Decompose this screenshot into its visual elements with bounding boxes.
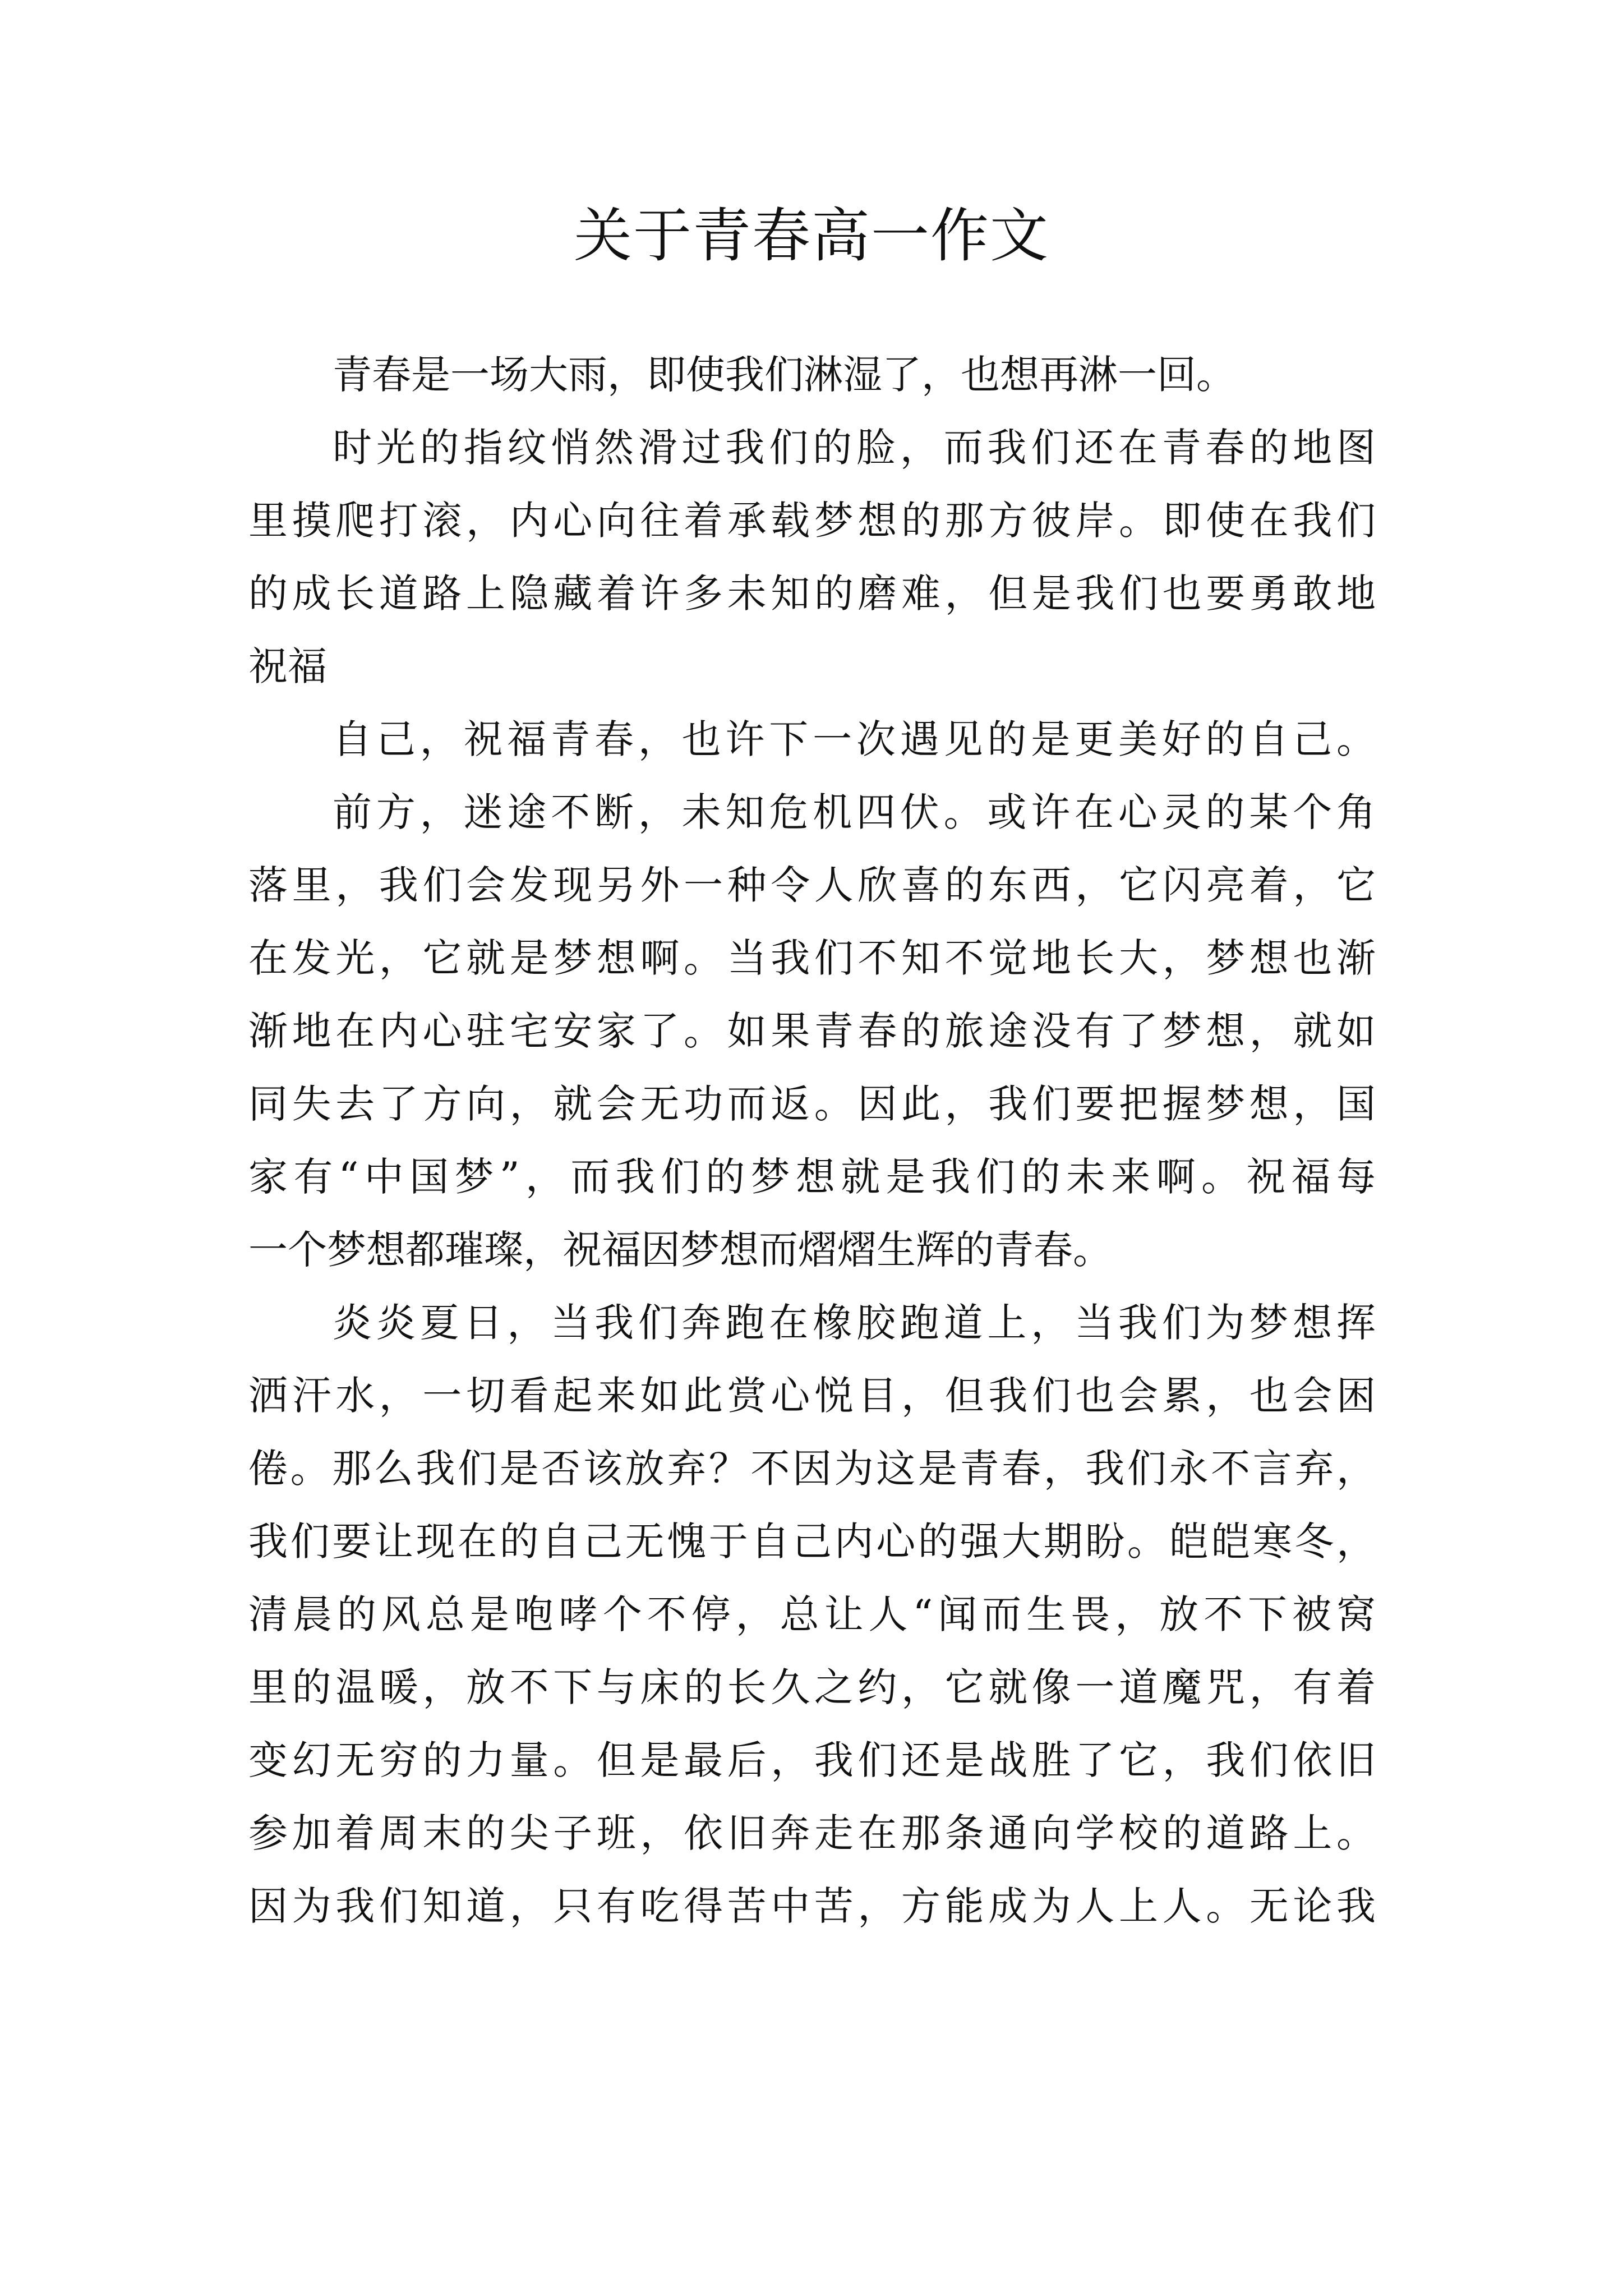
- document-body: [248, 338, 1376, 1943]
- body-line: 里摸爬打滚，内心向往着承载梦想的那方彼岸。即使在我们: [248, 498, 1376, 544]
- body-line: 洒汗水，一切看起来如此赏心悦目，但我们也会累，也会困: [248, 1373, 1376, 1419]
- body-line: 青春是一场大雨，即使我们淋湿了，也想再淋一回。: [333, 352, 1235, 398]
- body-line: 参加着周末的尖子班，依旧奔走在那条通向学校的道路上。: [248, 1810, 1376, 1856]
- body-line: 同失去了方向，就会无功而返。因此，我们要把握梦想，国: [248, 1081, 1376, 1127]
- body-line: 家有“中国梦”，而我们的梦想就是我们的未来啊。祝福每: [248, 1154, 1376, 1200]
- body-line: 因为我们知道，只有吃得苦中苦，方能成为人上人。无论我: [248, 1883, 1376, 1929]
- body-line: 时光的指纹悄然滑过我们的脸，而我们还在青春的地图: [333, 425, 1376, 471]
- body-line: 落里，我们会发现另外一种令人欣喜的东西，它闪亮着，它: [248, 862, 1376, 908]
- body-line: 祝福: [248, 643, 327, 689]
- body-line: 里的温暖，放不下与床的长久之约，它就像一道魔咒，有着: [248, 1664, 1376, 1710]
- body-line: 渐地在内心驻宅安家了。如果青春的旅途没有了梦想，就如: [248, 1008, 1376, 1054]
- body-line: 炎炎夏日，当我们奔跑在橡胶跑道上，当我们为梦想挥: [333, 1300, 1376, 1346]
- body-line: 自己，祝福青春，也许下一次遇见的是更美好的自己。: [333, 716, 1376, 762]
- document-title: 关于青春高一作文: [573, 201, 1049, 270]
- body-line: 在发光，它就是梦想啊。当我们不知不觉地长大，梦想也渐: [248, 935, 1376, 981]
- body-line: 的成长道路上隐藏着许多未知的磨难，但是我们也要勇敢地: [248, 570, 1376, 616]
- body-line: 一个梦想都璀璨，祝福因梦想而熠熠生辉的青春。: [248, 1227, 1112, 1273]
- body-line: 清晨的风总是咆哮个不停，总让人“闻而生畏，放不下被窝: [248, 1591, 1376, 1637]
- body-line: 我们要让现在的自己无愧于自己内心的强大期盼。皑皑寒冬，: [248, 1519, 1376, 1565]
- body-line: 前方，迷途不断，未知危机四伏。或许在心灵的某个角: [333, 789, 1376, 835]
- body-line: 变幻无穷的力量。但是最后，我们还是战胜了它，我们依旧: [248, 1737, 1376, 1783]
- body-line: 倦。那么我们是否该放弃？不因为这是青春，我们永不言弃，: [248, 1446, 1376, 1492]
